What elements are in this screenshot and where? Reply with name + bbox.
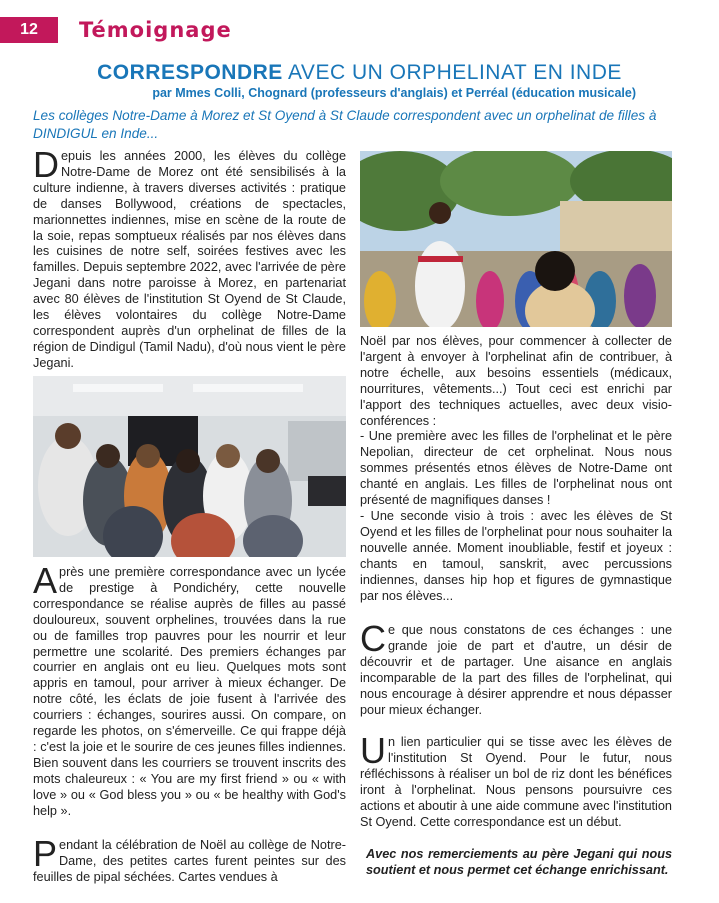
drop-cap: D (33, 144, 59, 185)
paragraph-6 (360, 730, 672, 830)
paragraph-2 (33, 560, 346, 820)
drop-cap: U (360, 730, 386, 771)
drop-cap: C (360, 618, 386, 659)
article-intro: Les collèges Notre-Dame à Morez et St Oyend à St Claude correspondent avec un orphelinat de filles à DINDIGUL en Inde... (33, 108, 657, 141)
paragraph-text: e que nous constatons de ces échanges : une grande joie de part et d'autre, un désir de découvrir et de partager. Une aisance en anglais incomparable de la part des filles de l'orphelinat, qui nous encourage à désirer apprendre et nous dépasser pour mieux échanger. (360, 623, 672, 717)
classroom-photo-image (33, 376, 346, 557)
title-rest: AVEC UN ORPHELINAT EN INDE (282, 61, 622, 84)
article-title (0, 61, 719, 85)
title-bold: CORRESPONDRE (97, 61, 283, 84)
paragraph-text: près une première correspondance avec un lycée de prestige à Pondichéry, cette nouvelle correspondance se réalise auprès de filles au passé douloureux, souvent orphelines, trouvées dans la rue ou de familles trop pauvres pour les nourrir et leur permettre une scolarité. Des premiers échanges par courrier en anglais ont eu lieu. Quelques mots sont appris en tamoul, pour arriver à mieux échanger. De notre côté, les éclats de joie fusent à l'arrivée des courriers : échanges, sourires aussi. On compare, on regarde les photos, on s'émerveille. Ce qui frappe déjà : c'est la joie et le sourire de ces jeunes filles indiennes. Bien souvent dans les courriers se trouvent inscrits des mots chaleureux : « You are my first friend » ou « with love » ou « God bless you » ou « be healthy with God's help ». (33, 565, 346, 818)
drop-cap: P (33, 833, 58, 874)
orphanage-photo-image (360, 151, 672, 327)
classroom-photo (33, 376, 346, 557)
section-title: Témoignage (79, 18, 232, 42)
paragraph-text: endant la célébration de Noël au collège de Notre-Dame, des petites cartes furent peintes sur des feuilles de pipal séchées. Cartes vendues à (33, 838, 346, 884)
page-number: 12 (0, 17, 58, 43)
paragraph-1 (33, 144, 346, 372)
article-authors: par Mmes Colli, Chognard (professeurs d'anglais) et Perréal (éducation musicale) (152, 86, 636, 100)
paragraph-text: Noël par nos élèves, pour commencer à collecter de l'argent à envoyer à l'orphelinat afin de contribuer, à notre échelle, aux besoins essentiels (médicaux, nourritures, vêtements...) Tout ceci est enrichi par l'apport des techniques actuelles, avec deux visio-conférences : (360, 334, 672, 428)
orphanage-photo (360, 151, 672, 327)
drop-cap: A (33, 560, 58, 601)
paragraph-text: - Une seconde visio à trois : avec les élèves de St Oyend et les filles de l'orphelinat pour nous souhaiter la nouvelle année. Moment inoubliable, festif et joyeux : chants en tamoul, sanskrit, avec percussions indiennes, danses hip hop et figures de gymnastique par nos élèves... (360, 508, 672, 603)
paragraph-5 (360, 618, 672, 718)
paragraph-text: n lien particulier qui se tisse avec les élèves de l'institution St Oyend. Pour le futur, nous réfléchissons à réaliser un bol de riz dont les bénéfices iront à l'orphelinat. Nous pensons poursuivre ces actions et aboutir à une aide commune avec l'institution St Oyend. Cette correspondance est un début. (360, 735, 672, 829)
thanks-note: Avec nos remerciements au père Jegani qui nous soutient et nous permet cet échange enrichissant. (366, 847, 672, 877)
paragraph-text: epuis les années 2000, les élèves du collège Notre-Dame de Morez ont été sensibilisés à la culture indienne, à travers diverses activités : pratique de danses Bollywood, créations de spectacles, marionnettes indiennes, mise en scène de la route de la soie, repas somptueux réalisés par nos élèves dans les cuisines de notre self, soirées festives avec les familles. Depuis septembre 2022, avec l'arrivée de père Jegani dans notre paroisse à Morez, en partenariat avec 80 élèves de l'institution St Oyend de St Claude, les élèves volontaires du collège Notre-Dame correspondent auprès d'un orphelinat de filles de la région de Dindigul (Tamil Nadu), d'où nous vient le père Jegani. (33, 149, 346, 370)
paragraph-4 (360, 334, 672, 604)
paragraph-3 (33, 833, 346, 886)
paragraph-text: - Une première avec les filles de l'orphelinat et le père Nepolian, directeur de cet orphelinat. Nous nous sommes présentés etnos élèves de Notre-Dame ont chanté en anglais. Les filles de l'orphelinat nous ont présenté de magnifiques danses ! (360, 429, 672, 508)
